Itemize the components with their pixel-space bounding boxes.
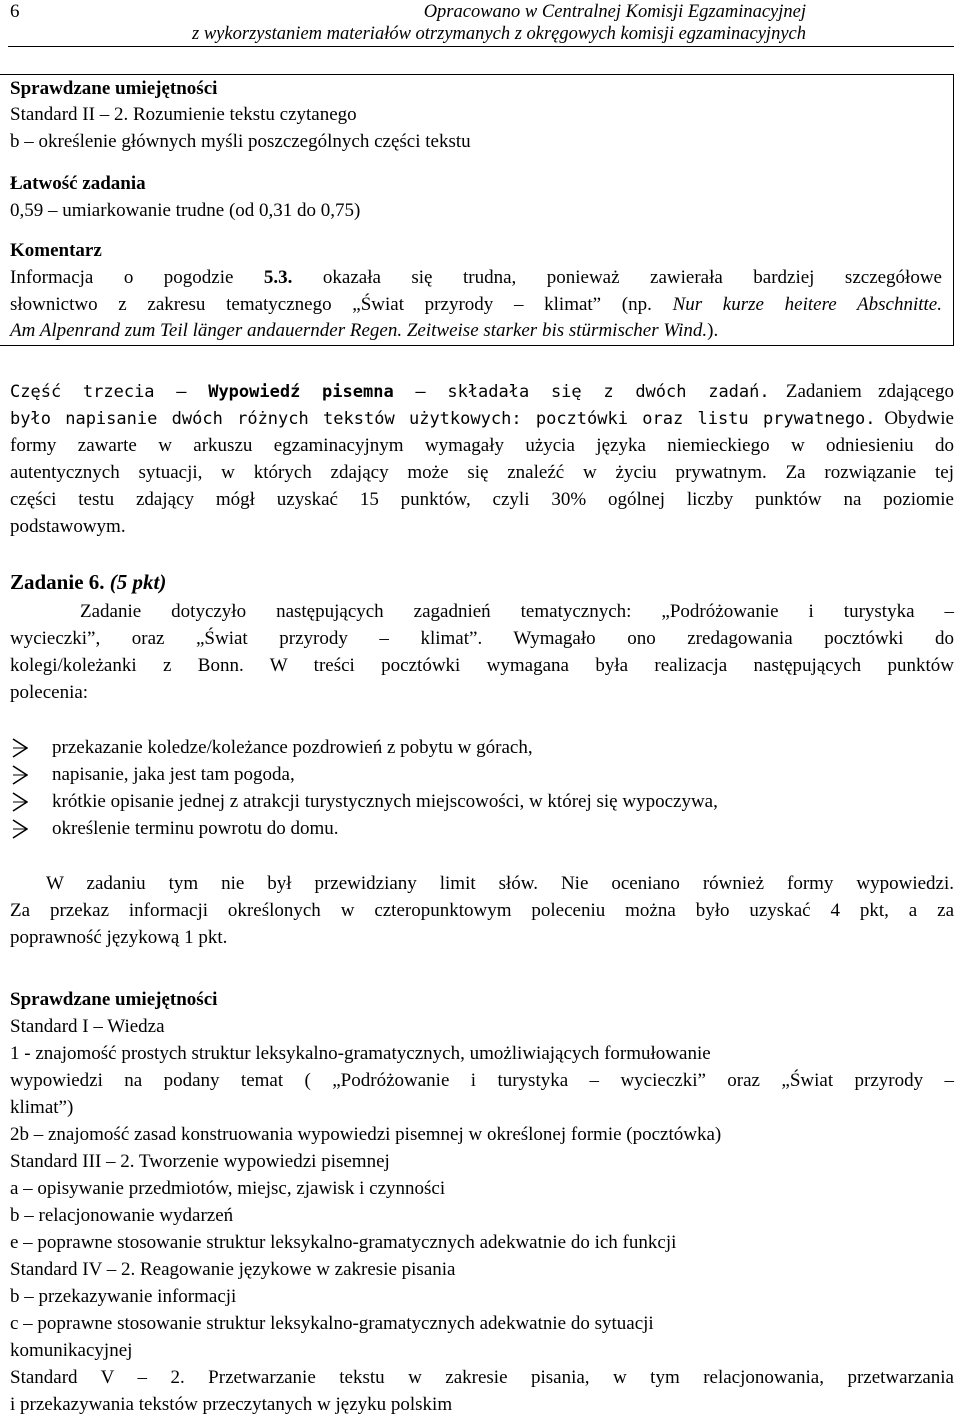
skills2-line: 1 - znajomość prostych struktur leksykalno-gramatycznych, umożliwiających formułowanie xyxy=(10,1043,711,1064)
comment-heading: Komentarz xyxy=(10,240,102,261)
task6-paragraph-line: wycieczki”, oraz „Świat przyrody – klimat”. Wymagało ono zredagowania pocztówki do xyxy=(10,628,954,649)
skills2-line: klimat”) xyxy=(10,1097,74,1118)
arrow-bullet-icon xyxy=(12,738,28,758)
task6-paragraph-line: kolegi/koleżanki z Bonn. W treści pocztówki wymagana była realizacja następujących punktów xyxy=(10,655,954,676)
skills2-line: Standard III – 2. Tworzenie wypowiedzi pisemnej xyxy=(10,1151,390,1172)
skills2-line: 2b – znajomość zasad konstruowania wypowiedzi pisemnej w określonej formie (pocztówka) xyxy=(10,1124,722,1145)
task6-note-line: Za przekaz informacji określonych w czteropunktowym poleceniu można było uzyskać 4 pkt, a za xyxy=(10,900,954,921)
task6-paragraph-line: Zadanie dotyczyło następujących zagadnień tematycznych: „Podróżowanie i turystyka – xyxy=(80,601,954,622)
part3-line: części testu zdający mógł uzyskać 15 punktów, czyli 30% ogólnej liczby punktów na poziomie xyxy=(10,489,954,510)
list-item: napisanie, jaka jest tam pogoda, xyxy=(52,764,295,785)
skills2-line: Standard IV – 2. Reagowanie językowe w zakresie pisania xyxy=(10,1259,456,1280)
difficulty-value: 0,59 – umiarkowanie trudne (od 0,31 do 0,75) xyxy=(10,200,361,221)
skills2-line: i przekazywania tekstów przeczytanych w języku polskim xyxy=(10,1394,453,1415)
comment-line: Am Alpenrand zum Teil länger andauernder Regen. Zeitweise starker bis stürmischer Wind.). xyxy=(10,320,719,341)
header-line-1: Opracowano w Centralnej Komisji Egzaminacyjnej xyxy=(423,2,806,22)
arrow-bullet-icon xyxy=(12,819,28,839)
arrow-bullet-icon xyxy=(12,765,28,785)
skills2-line: a – opisywanie przedmiotów, miejsc, zjawisk i czynności xyxy=(10,1178,446,1199)
task6-note-line: poprawność językową 1 pkt. xyxy=(10,927,228,948)
skills2-line: Standard I – Wiedza xyxy=(10,1016,165,1037)
skills2-line: c – poprawne stosowanie struktur leksykalno-gramatycznych adekwatnie do sytuacji xyxy=(10,1313,654,1334)
skills2-line: komunikacyjnej xyxy=(10,1340,133,1361)
arrow-bullet-icon xyxy=(12,792,28,812)
list-item: określenie terminu powrotu do domu. xyxy=(52,818,339,839)
part3-line: było napisanie dwóch różnych tekstów użytkowych: pocztówki oraz listu prywatnego. Obydwie xyxy=(10,408,954,429)
part3-line: Część trzecia – Wypowiedź pisemna – składała się z dwóch zadań. Zadaniem zdającego xyxy=(10,381,954,402)
task-info-box xyxy=(0,74,954,346)
header-line-2: z wykorzystaniem materiałów otrzymanych z okręgowych komisji egzaminacyjnych xyxy=(192,24,806,44)
skills2-line: b – przekazywanie informacji xyxy=(10,1286,237,1307)
skills2-line: wypowiedzi na podany temat ( „Podróżowanie i turystyka – wycieczki” oraz „Świat przyrody – xyxy=(10,1070,954,1091)
skills2-line: e – poprawne stosowanie struktur leksykalno-gramatycznych adekwatnie do ich funkcji xyxy=(10,1232,677,1253)
part3-line: podstawowym. xyxy=(10,516,126,537)
list-item: przekazanie koledze/koleżance pozdrowień z pobytu w górach, xyxy=(52,737,533,758)
page-number: 6 xyxy=(10,1,20,22)
difficulty-heading: Łatwość zadania xyxy=(10,173,146,194)
skills2-heading: Sprawdzane umiejętności xyxy=(10,989,218,1010)
header-text xyxy=(192,1,806,45)
task6-paragraph-line: polecenia: xyxy=(10,682,89,703)
part3-line: formy zawarte w arkuszu egzaminacyjnym wymagały użycia języka niemieckiego w odniesieniu do xyxy=(10,435,954,456)
task6-title: Zadanie 6. (5 pkt) xyxy=(10,570,167,594)
skills-line: b – określenie głównych myśli poszczególnych części tekstu xyxy=(10,131,471,152)
part3-line: autentycznych sytuacji, w których zdający może się znaleźć w życiu prywatnym. Za rozwiązanie tej xyxy=(10,462,954,483)
skills-line: Standard II – 2. Rozumienie tekstu czytanego xyxy=(10,104,357,125)
skills2-line: b – relacjonowanie wydarzeń xyxy=(10,1205,234,1226)
comment-line: słownictwo z zakresu tematycznego „Świat przyrody – klimat” (np. Nur kurze heitere Abschnitte. xyxy=(10,294,942,315)
list-item: krótkie opisanie jednej z atrakcji turystycznych miejscowości, w której się wypoczywa, xyxy=(52,791,718,812)
skills-heading: Sprawdzane umiejętności xyxy=(10,78,218,99)
task6-note-line: W zadaniu tym nie był przewidziany limit słów. Nie oceniano również formy wypowiedzi. xyxy=(46,873,954,894)
comment-line: Informacja o pogodzie 5.3. okazała się trudna, ponieważ zawierała bardziej szczegółowe xyxy=(10,267,942,288)
page-header xyxy=(8,0,954,47)
skills2-line: Standard V – 2. Przetwarzanie tekstu w zakresie pisania, w tym relacjonowania, przetwarzania xyxy=(10,1367,954,1388)
